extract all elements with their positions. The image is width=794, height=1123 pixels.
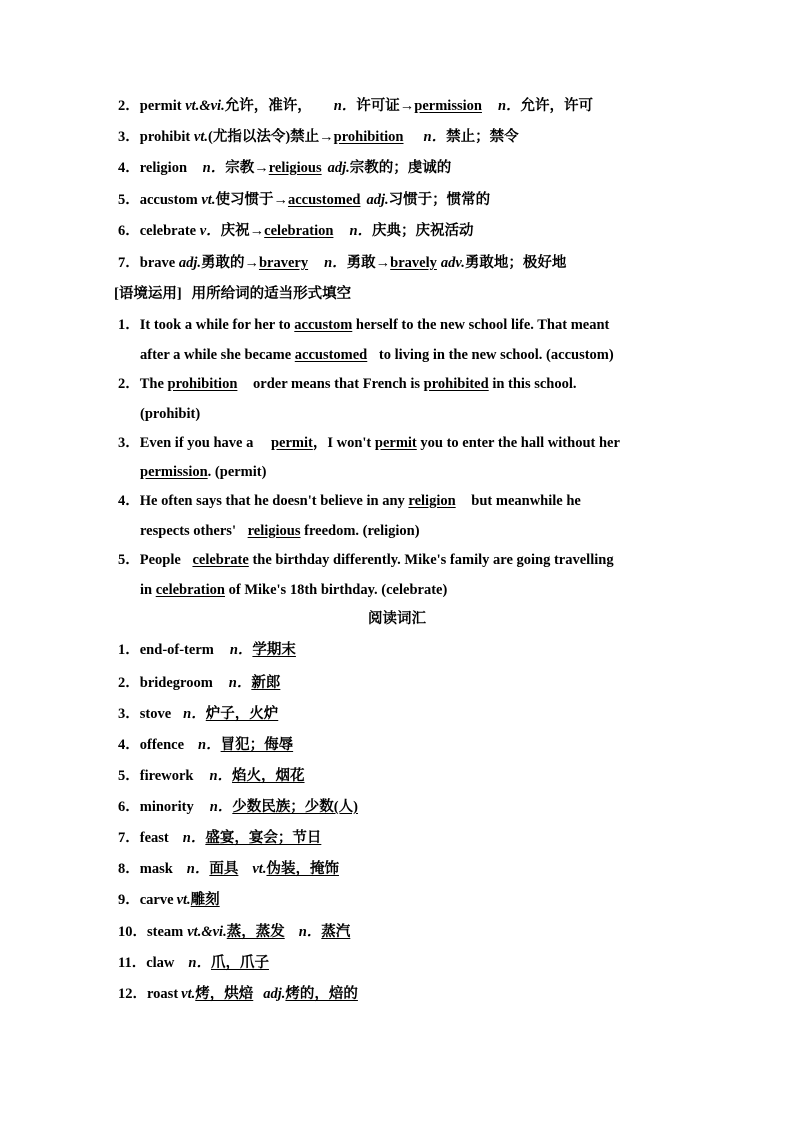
section-instruction: 用所给词的适当形式填空: [191, 286, 352, 302]
word-form-item: 7．brave adj.勇敢的→bravery n．勇敢→bravely adv.勇敢地；极好地: [118, 255, 567, 271]
word-form-item: 6．celebrate v．庆祝→celebration n．庆典；庆祝活动: [118, 223, 474, 239]
answer-blank: religion: [408, 493, 456, 509]
vocab-item: 9．carve vt.雕刻: [118, 892, 220, 908]
word-form-item: 3．prohibit vt.(尤指以法令)禁止→prohibition n．禁止；禁令: [118, 129, 519, 145]
answer-blank: prohibition: [333, 129, 404, 145]
answer-blank: celebration: [264, 223, 334, 239]
word-form-item: 4．religion n．宗教→religious adj.宗教的；虔诚的: [118, 160, 452, 176]
answer-blank: 蒸汽: [321, 924, 351, 940]
exercise-line: after a while she became accustomed to living in the new school. (accustom): [140, 347, 614, 363]
answer-blank: 新郎: [251, 675, 281, 691]
answer-blank: 蒸，蒸发: [226, 924, 285, 940]
reading-vocab-title: 阅读词汇: [368, 611, 426, 627]
answer-blank: celebrate: [192, 552, 249, 568]
answer-blank: 伪装，掩饰: [266, 861, 339, 877]
vocab-item: 11．claw n．爪，爪子: [118, 955, 269, 971]
answer-blank: accustom: [294, 317, 353, 333]
vocab-item: 5．firework n．焰火，烟花: [118, 768, 305, 784]
answer-blank: 烤的，焙的: [285, 986, 358, 1002]
exercise-line: 5．People celebrate the birthday differently. Mike's family are going travelling: [118, 552, 614, 568]
exercise-line: in celebration of Mike's 18th birthday. (celebrate): [140, 582, 448, 598]
exercise-line: 2．The prohibition order means that French is prohibited in this school.: [118, 376, 577, 392]
word-form-item: 5．accustom vt.使习惯于→accustomed adj.习惯于；惯常的: [118, 192, 491, 208]
answer-blank: prohibited: [423, 376, 489, 392]
answer-blank: bravery: [258, 255, 309, 271]
answer-blank: prohibition: [167, 376, 238, 392]
answer-blank: bravely: [390, 255, 437, 271]
answer-blank: 焰火，烟花: [232, 768, 305, 784]
vocab-item: 2．bridegroom n．新郎: [118, 675, 281, 691]
answer-blank: celebration: [155, 582, 225, 598]
answer-blank: 烤，烘焙: [195, 986, 254, 1002]
answer-blank: 炉子，火炉: [205, 706, 279, 722]
exercise-line: 4．He often says that he doesn't believe in any religion but meanwhile he: [118, 493, 581, 509]
vocab-item: 8．mask n．面具 vt.伪装，掩饰: [118, 861, 339, 877]
answer-blank: permit: [374, 435, 417, 451]
exercise-line: respects others' religious freedom. (religion): [140, 523, 420, 539]
answer-blank: 爪，爪子: [210, 955, 269, 971]
exercise-line: 1．It took a while for her to accustom herself to the new school life. That meant: [118, 317, 610, 333]
answer-blank: accustomed: [294, 347, 368, 363]
answer-blank: 面具: [209, 861, 239, 877]
exercise-line: 3．Even if you have a permit，I won't permit you to enter the hall without her: [118, 435, 620, 451]
answer-blank: accustomed: [287, 192, 361, 208]
section-header: [114, 285, 351, 303]
answer-blank: religious: [247, 523, 301, 539]
vocab-item: 4．offence n．冒犯；侮辱: [118, 737, 294, 753]
answer-blank: 冒犯；侮辱: [220, 737, 294, 753]
vocab-item: 7．feast n．盛宴，宴会；节日: [118, 830, 322, 846]
vocab-item: 3．stove n．炉子，火炉: [118, 706, 279, 722]
answer-blank: 盛宴，宴会；节日: [205, 830, 322, 846]
vocab-item: 12．roast vt.烤，烘焙 adj.烤的，焙的: [118, 986, 358, 1002]
answer-blank: permit: [270, 435, 313, 451]
answer-blank: 学期末: [252, 642, 296, 658]
answer-blank: religious: [268, 160, 322, 176]
answer-blank: permission: [414, 98, 482, 114]
exercise-line: (prohibit): [140, 406, 201, 422]
answer-blank: permission: [140, 464, 208, 480]
answer-blank: 少数民族；少数(人): [232, 799, 358, 815]
vocab-item: 6．minority n．少数民族；少数(人): [118, 799, 358, 815]
vocab-item: 1．end-of-term n．学期末: [118, 642, 296, 658]
word-form-item: 2．permit vt.&vi.允许，准许， n．许可证→permission n．允许，许可: [118, 98, 594, 114]
exercise-line: permission. (permit): [140, 464, 267, 480]
section-tag: [语境运用]: [114, 286, 182, 302]
answer-blank: 雕刻: [190, 892, 220, 908]
vocab-item: 10．steam vt.&vi.蒸，蒸发 n．蒸汽: [118, 924, 351, 940]
